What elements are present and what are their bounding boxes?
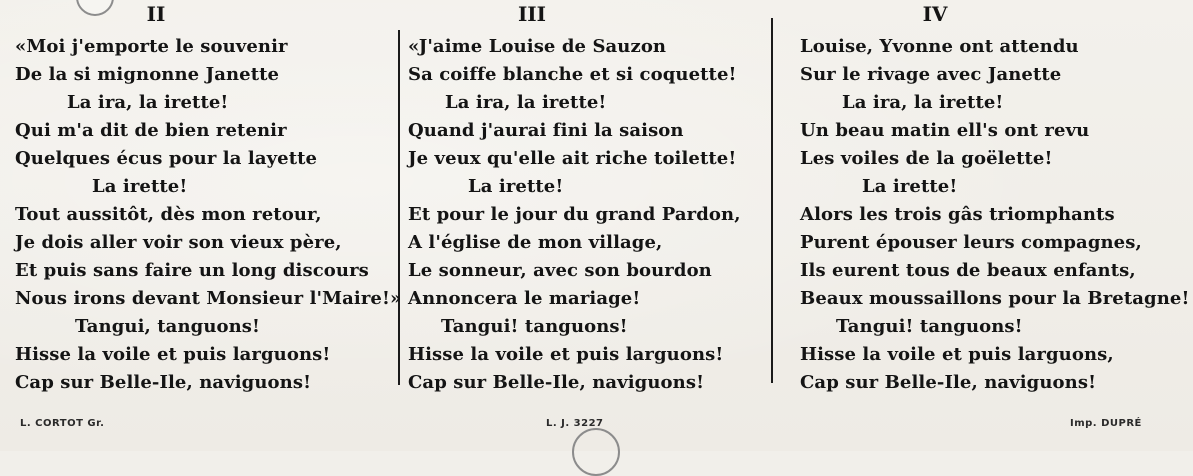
refrain-line: La ira, la irette! bbox=[842, 92, 1004, 113]
refrain-line: La irette! bbox=[862, 176, 958, 197]
verse-line: Annoncera le mariage! bbox=[408, 288, 641, 309]
plate-number: L. J. 3227 bbox=[546, 418, 604, 429]
verse-line: Le sonneur, avec son bourdon bbox=[408, 260, 712, 281]
printer-credit: Imp. DUPRÉ bbox=[1070, 418, 1142, 429]
verse-line: Quelques écus pour la layette bbox=[15, 148, 318, 169]
verse-line: Hisse la voile et puis larguons, bbox=[800, 344, 1114, 365]
verse-line: Louise, Yvonne ont attendu bbox=[800, 36, 1079, 57]
verse-line: Nous irons devant Monsieur l'Maire!» bbox=[15, 288, 402, 309]
verse-line: Cap sur Belle-Ile, naviguons! bbox=[15, 372, 312, 393]
verse-line: De la si mignonne Janette bbox=[15, 64, 280, 85]
refrain-line: La ira, la irette! bbox=[67, 92, 229, 113]
verse-heading-ii: II bbox=[146, 2, 166, 26]
refrain-line: Tangui! tanguons! bbox=[441, 316, 628, 337]
verse-line: Purent épouser leurs compagnes, bbox=[800, 232, 1142, 253]
verse-column-iv bbox=[800, 33, 1189, 397]
verse-line: «J'aime Louise de Sauzon bbox=[408, 36, 667, 57]
verse-line: Beaux moussaillons pour la Bretagne! bbox=[800, 288, 1190, 309]
verse-line: Un beau matin ell's ont revu bbox=[800, 120, 1090, 141]
refrain-line: La ira, la irette! bbox=[445, 92, 607, 113]
scan-artifact-circle-bottom bbox=[572, 428, 620, 476]
verse-line: Hisse la voile et puis larguons! bbox=[15, 344, 331, 365]
refrain-line: Tangui! tanguons! bbox=[836, 316, 1023, 337]
verse-line: «Moi j'emporte le souvenir bbox=[15, 36, 288, 57]
verse-line: Hisse la voile et puis larguons! bbox=[408, 344, 724, 365]
verse-line: Et pour le jour du grand Pardon, bbox=[408, 204, 741, 225]
verse-line: Alors les trois gâs triomphants bbox=[800, 204, 1115, 225]
verse-line: Quand j'aurai fini la saison bbox=[408, 120, 684, 141]
scan-artifact-circle bbox=[76, 0, 114, 16]
verse-line: Et puis sans faire un long discours bbox=[15, 260, 369, 281]
verse-line: Qui m'a dit de bien retenir bbox=[15, 120, 287, 141]
refrain-line: Tangui, tanguons! bbox=[75, 316, 261, 337]
verse-line: A l'église de mon village, bbox=[408, 232, 663, 253]
verse-column-iii bbox=[408, 33, 741, 397]
verse-line: Sa coiffe blanche et si coquette! bbox=[408, 64, 737, 85]
verse-line: Sur le rivage avec Janette bbox=[800, 64, 1062, 85]
verse-line: Cap sur Belle-Ile, naviguons! bbox=[408, 372, 705, 393]
verse-line: Ils eurent tous de beaux enfants, bbox=[800, 260, 1136, 281]
refrain-line: La irette! bbox=[468, 176, 564, 197]
verse-line: Tout aussitôt, dès mon retour, bbox=[15, 204, 322, 225]
verse-line: Cap sur Belle-Ile, naviguons! bbox=[800, 372, 1097, 393]
column-divider-right bbox=[771, 18, 773, 383]
verse-line: Les voiles de la goëlette! bbox=[800, 148, 1053, 169]
verse-heading-iii: III bbox=[517, 2, 547, 26]
verse-column-ii bbox=[15, 33, 401, 397]
refrain-line: La irette! bbox=[92, 176, 188, 197]
verse-line: Je veux qu'elle ait riche toilette! bbox=[408, 148, 737, 169]
verse-line: Je dois aller voir son vieux père, bbox=[15, 232, 342, 253]
engraver-credit: L. CORTOT Gr. bbox=[20, 418, 105, 429]
verse-heading-iv: IV bbox=[922, 2, 948, 26]
